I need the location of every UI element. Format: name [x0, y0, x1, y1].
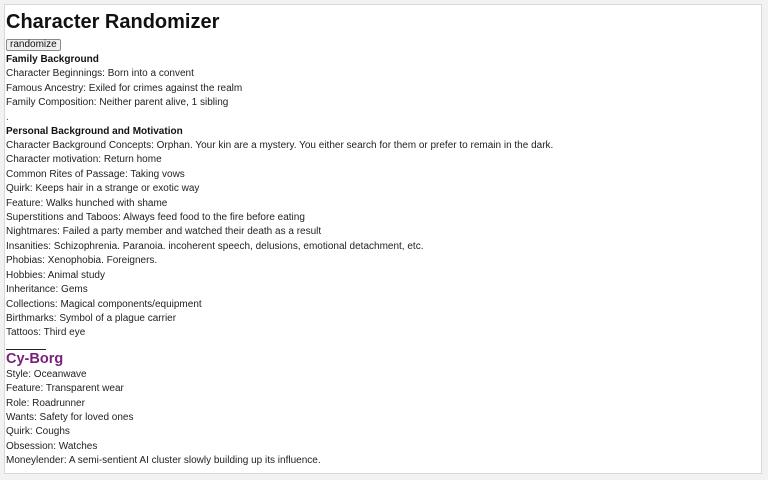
cyborg-line-wants: Wants: Safety for loved ones — [6, 411, 134, 423]
personal-line-rites: Common Rites of Passage: Taking vows — [6, 168, 185, 180]
family-background-section — [6, 53, 761, 125]
family-background-heading: Family Background — [6, 54, 99, 65]
personal-line-hobbies: Hobbies: Animal study — [6, 269, 105, 281]
personal-line-birthmarks: Birthmarks: Symbol of a plague carrier — [6, 312, 177, 324]
randomize-button[interactable]: randomize — [6, 39, 61, 51]
personal-line-nightmares: Nightmares: Failed a party member and watched their death as a result — [6, 226, 322, 238]
personal-line-concepts: Character Background Concepts: Orphan. Your kin are a mystery. You either search for them or prefer to remain in the dark. — [6, 140, 554, 152]
page-content — [6, 10, 761, 469]
cyborg-line-quirk: Quirk: Coughs — [6, 426, 70, 438]
cyborg-line-style: Style: Oceanwave — [6, 368, 87, 380]
cyborg-line-role: Role: Roadrunner — [6, 397, 85, 409]
cyborg-title: Cy-Borg — [6, 350, 64, 367]
page-frame — [4, 4, 762, 474]
personal-line-feature: Feature: Walks hunched with shame — [6, 197, 168, 209]
personal-line-collections: Collections: Magical components/equipment — [6, 298, 202, 310]
cyborg-line-obsession: Obsession: Watches — [6, 440, 98, 452]
personal-line-inheritance: Inheritance: Gems — [6, 284, 88, 296]
personal-line-motivation: Character motivation: Return home — [6, 154, 162, 166]
personal-background-section — [6, 125, 761, 341]
cyborg-line-feature: Feature: Transparent wear — [6, 383, 124, 395]
personal-background-heading: Personal Background and Motivation — [6, 125, 183, 137]
section-separator-dot: . — [6, 111, 9, 123]
family-background-list — [6, 67, 761, 110]
personal-line-tattoos: Tattoos: Third eye — [6, 327, 86, 339]
family-line-ancestry: Famous Ancestry: Exiled for crimes against the realm — [6, 82, 243, 94]
personal-line-phobias: Phobias: Xenophobia. Foreigners. — [6, 255, 158, 267]
personal-line-superstitions: Superstitions and Taboos: Always feed food to the fire before eating — [6, 212, 305, 224]
personal-line-insanities: Insanities: Schizophrenia. Paranoia. incoherent speech, delusions, emotional detachment, etc. — [6, 240, 424, 252]
family-line-beginnings: Character Beginnings: Born into a convent — [6, 68, 194, 80]
personal-line-quirk: Quirk: Keeps hair in a strange or exotic way — [6, 183, 200, 195]
page-title: Character Randomizer — [6, 11, 220, 33]
cyborg-line-moneylender: Moneylender: A semi-sentient AI cluster slowly building up its influence. — [6, 455, 321, 467]
family-line-composition: Family Composition: Neither parent alive, 1 sibling — [6, 97, 229, 109]
cyborg-section — [6, 350, 761, 469]
